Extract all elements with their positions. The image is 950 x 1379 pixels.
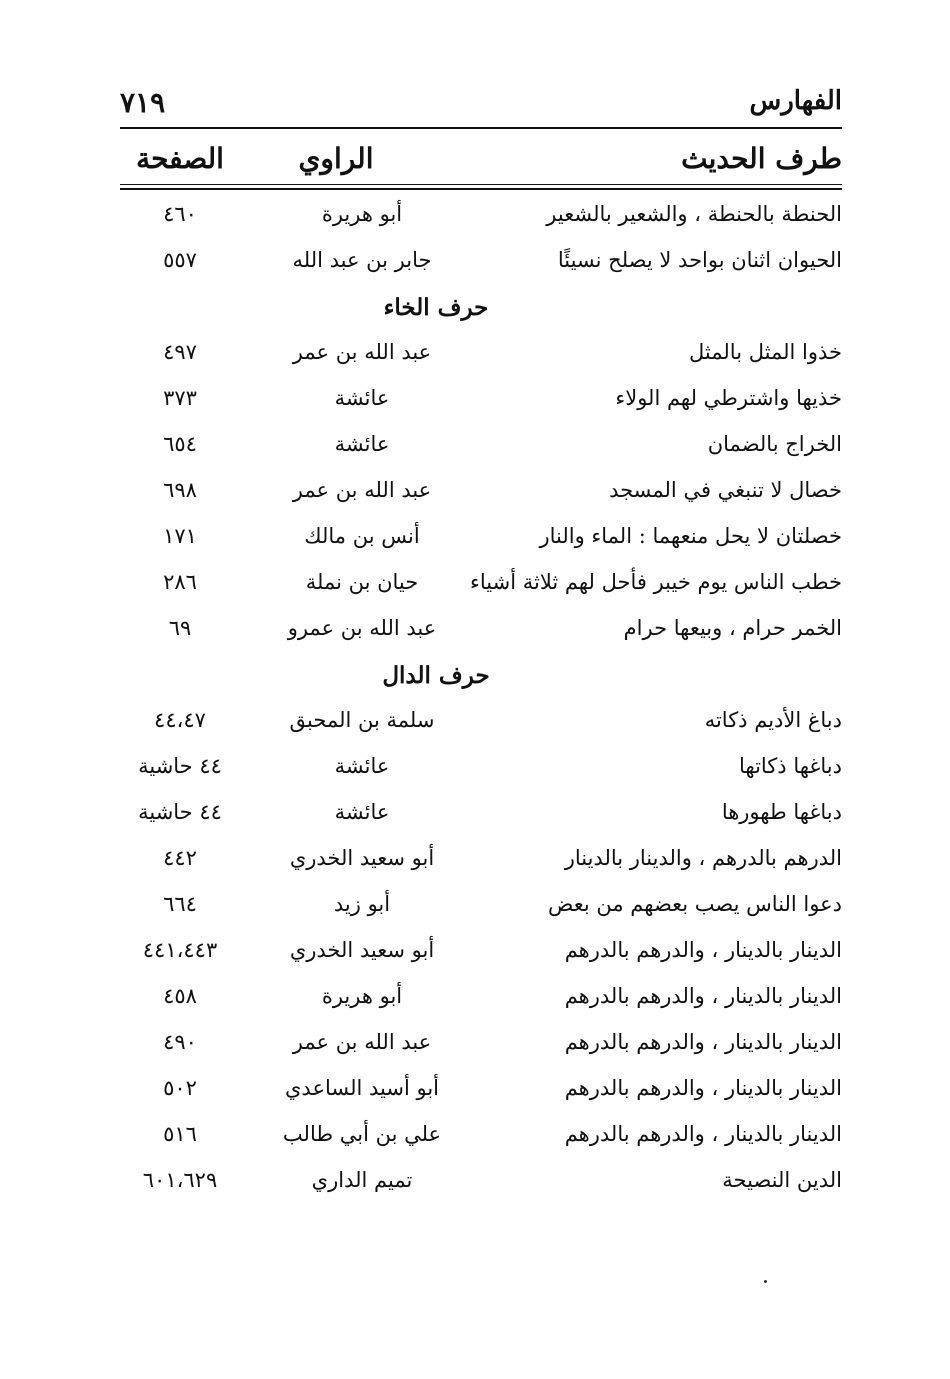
narrator-name: عائشة — [334, 432, 390, 456]
column-header-narrator: الراوي — [298, 142, 374, 175]
page-reference: ٤٤١،٤٤٣ — [142, 938, 218, 962]
narrator-name: أبو زيد — [333, 892, 391, 916]
narrator-name: أبو هريرة — [321, 984, 403, 1008]
narrator-name: عبد الله بن عمرو — [287, 616, 437, 640]
index-row — [120, 750, 842, 796]
index-row — [120, 888, 842, 934]
speck-mark — [764, 1280, 767, 1283]
narrator-name: عبد الله بن عمر — [292, 478, 432, 502]
narrator-name: عائشة — [334, 754, 390, 778]
page-reference: ٦٥٤ — [163, 432, 197, 456]
page-reference: ٦٦٤ — [163, 892, 197, 916]
index-row — [120, 566, 842, 612]
hadith-text: الدينار بالدينار ، والدرهم بالدرهم — [564, 984, 842, 1008]
narrator-name: جابر بن عبد الله — [292, 248, 432, 272]
section-heading-text: حرف الخاء — [383, 294, 489, 321]
page-reference: ٤٥٨ — [163, 984, 197, 1008]
hadith-text: دباغ الأديم ذكاته — [704, 708, 842, 732]
index-row — [120, 934, 842, 980]
page-reference: ٦٠١،٦٢٩ — [142, 1168, 218, 1192]
narrator-name: حيان بن نملة — [305, 570, 419, 594]
hadith-text: الدينار بالدينار ، والدرهم بالدرهم — [564, 1122, 842, 1146]
page-reference: ٤٤ حاشية — [138, 754, 222, 778]
hadith-text: دباغها ذكاتها — [738, 754, 842, 778]
index-row — [120, 474, 842, 520]
narrator-name: تميم الداري — [311, 1168, 413, 1192]
hadith-text: الدرهم بالدرهم ، والدينار بالدينار — [564, 846, 842, 870]
narrator-name: عبد الله بن عمر — [292, 340, 432, 364]
page-reference: ٥٠٢ — [163, 1076, 197, 1100]
narrator-name: أبو هريرة — [321, 202, 403, 226]
hadith-text: دعوا الناس يصب بعضهم من بعض — [548, 892, 842, 916]
page-reference: ٦٩ — [168, 616, 192, 640]
narrator-name: أبو أسيد الساعدي — [284, 1076, 440, 1100]
page-reference: ٤٤ حاشية — [138, 800, 222, 824]
page-reference: ٤٩٠ — [163, 1030, 197, 1054]
column-headers — [120, 142, 842, 186]
narrator-name: أبو سعيد الخدري — [289, 846, 435, 870]
running-head — [120, 86, 842, 126]
hadith-text: الخراج بالضمان — [707, 432, 842, 456]
column-header-page: الصفحة — [136, 142, 224, 175]
index-row — [120, 1118, 842, 1164]
narrator-name: عائشة — [334, 386, 390, 410]
index-row — [120, 796, 842, 842]
page-reference: ٣٧٣ — [163, 386, 197, 410]
page-number: ٧١٩ — [120, 86, 166, 119]
column-header-hadith: طرف الحديث — [681, 142, 842, 175]
hadith-index-table — [120, 198, 842, 1210]
page-reference: ٢٨٦ — [163, 570, 197, 594]
narrator-name: أنس بن مالك — [304, 524, 420, 548]
hadith-text: الخمر حرام ، وبيعها حرام — [623, 616, 842, 640]
index-row — [120, 704, 842, 750]
page-reference: ٦٩٨ — [163, 478, 197, 502]
index-row — [120, 1026, 842, 1072]
hadith-text: الدينار بالدينار ، والدرهم بالدرهم — [564, 1030, 842, 1054]
narrator-name: عائشة — [334, 800, 390, 824]
narrator-name: عبد الله بن عمر — [292, 1030, 432, 1054]
page-reference: ٥١٦ — [163, 1122, 197, 1146]
page-reference: ١٧١ — [163, 524, 197, 548]
narrator-name: أبو سعيد الخدري — [289, 938, 435, 962]
section-heading — [120, 290, 842, 336]
column-header-rule-thick — [120, 188, 842, 190]
index-row — [120, 520, 842, 566]
index-row — [120, 842, 842, 888]
hadith-text: الحيوان اثنان بواحد لا يصلح نسيئًا — [557, 248, 842, 272]
header-rule — [120, 127, 842, 129]
index-row — [120, 198, 842, 244]
hadith-text: خذوا المثل بالمثل — [689, 340, 842, 364]
section-heading — [120, 658, 842, 704]
hadith-text: دباغها طهورها — [721, 800, 842, 824]
page-reference: ٤٤٢ — [163, 846, 197, 870]
hadith-text: خصلتان لا يحل منعهما : الماء والنار — [539, 524, 842, 548]
index-row — [120, 612, 842, 658]
index-row — [120, 336, 842, 382]
index-row — [120, 382, 842, 428]
hadith-text: الدينار بالدينار ، والدرهم بالدرهم — [564, 938, 842, 962]
narrator-name: علي بن أبي طالب — [282, 1122, 442, 1146]
page-reference: ٤٤،٤٧ — [154, 708, 206, 732]
running-title: الفهارس — [749, 86, 842, 116]
page-reference: ٤٩٧ — [163, 340, 197, 364]
index-row — [120, 428, 842, 474]
hadith-text: الحنطة بالحنطة ، والشعير بالشعير — [546, 202, 842, 226]
hadith-text: الدين النصيحة — [722, 1168, 842, 1192]
index-row — [120, 244, 842, 290]
section-heading-text: حرف الدال — [382, 662, 490, 689]
index-row — [120, 1164, 842, 1210]
index-row — [120, 980, 842, 1026]
hadith-text: خذيها واشترطي لهم الولاء — [615, 386, 842, 410]
hadith-text: خطب الناس يوم خيبر فأحل لهم ثلاثة أشياء — [470, 570, 842, 594]
narrator-name: سلمة بن المحبق — [289, 708, 435, 732]
page-reference: ٥٥٧ — [163, 248, 197, 272]
hadith-text: الدينار بالدينار ، والدرهم بالدرهم — [564, 1076, 842, 1100]
column-header-rule — [120, 184, 842, 185]
index-row — [120, 1072, 842, 1118]
hadith-text: خصال لا تنبغي في المسجد — [609, 478, 842, 502]
page-reference: ٤٦٠ — [163, 202, 197, 226]
